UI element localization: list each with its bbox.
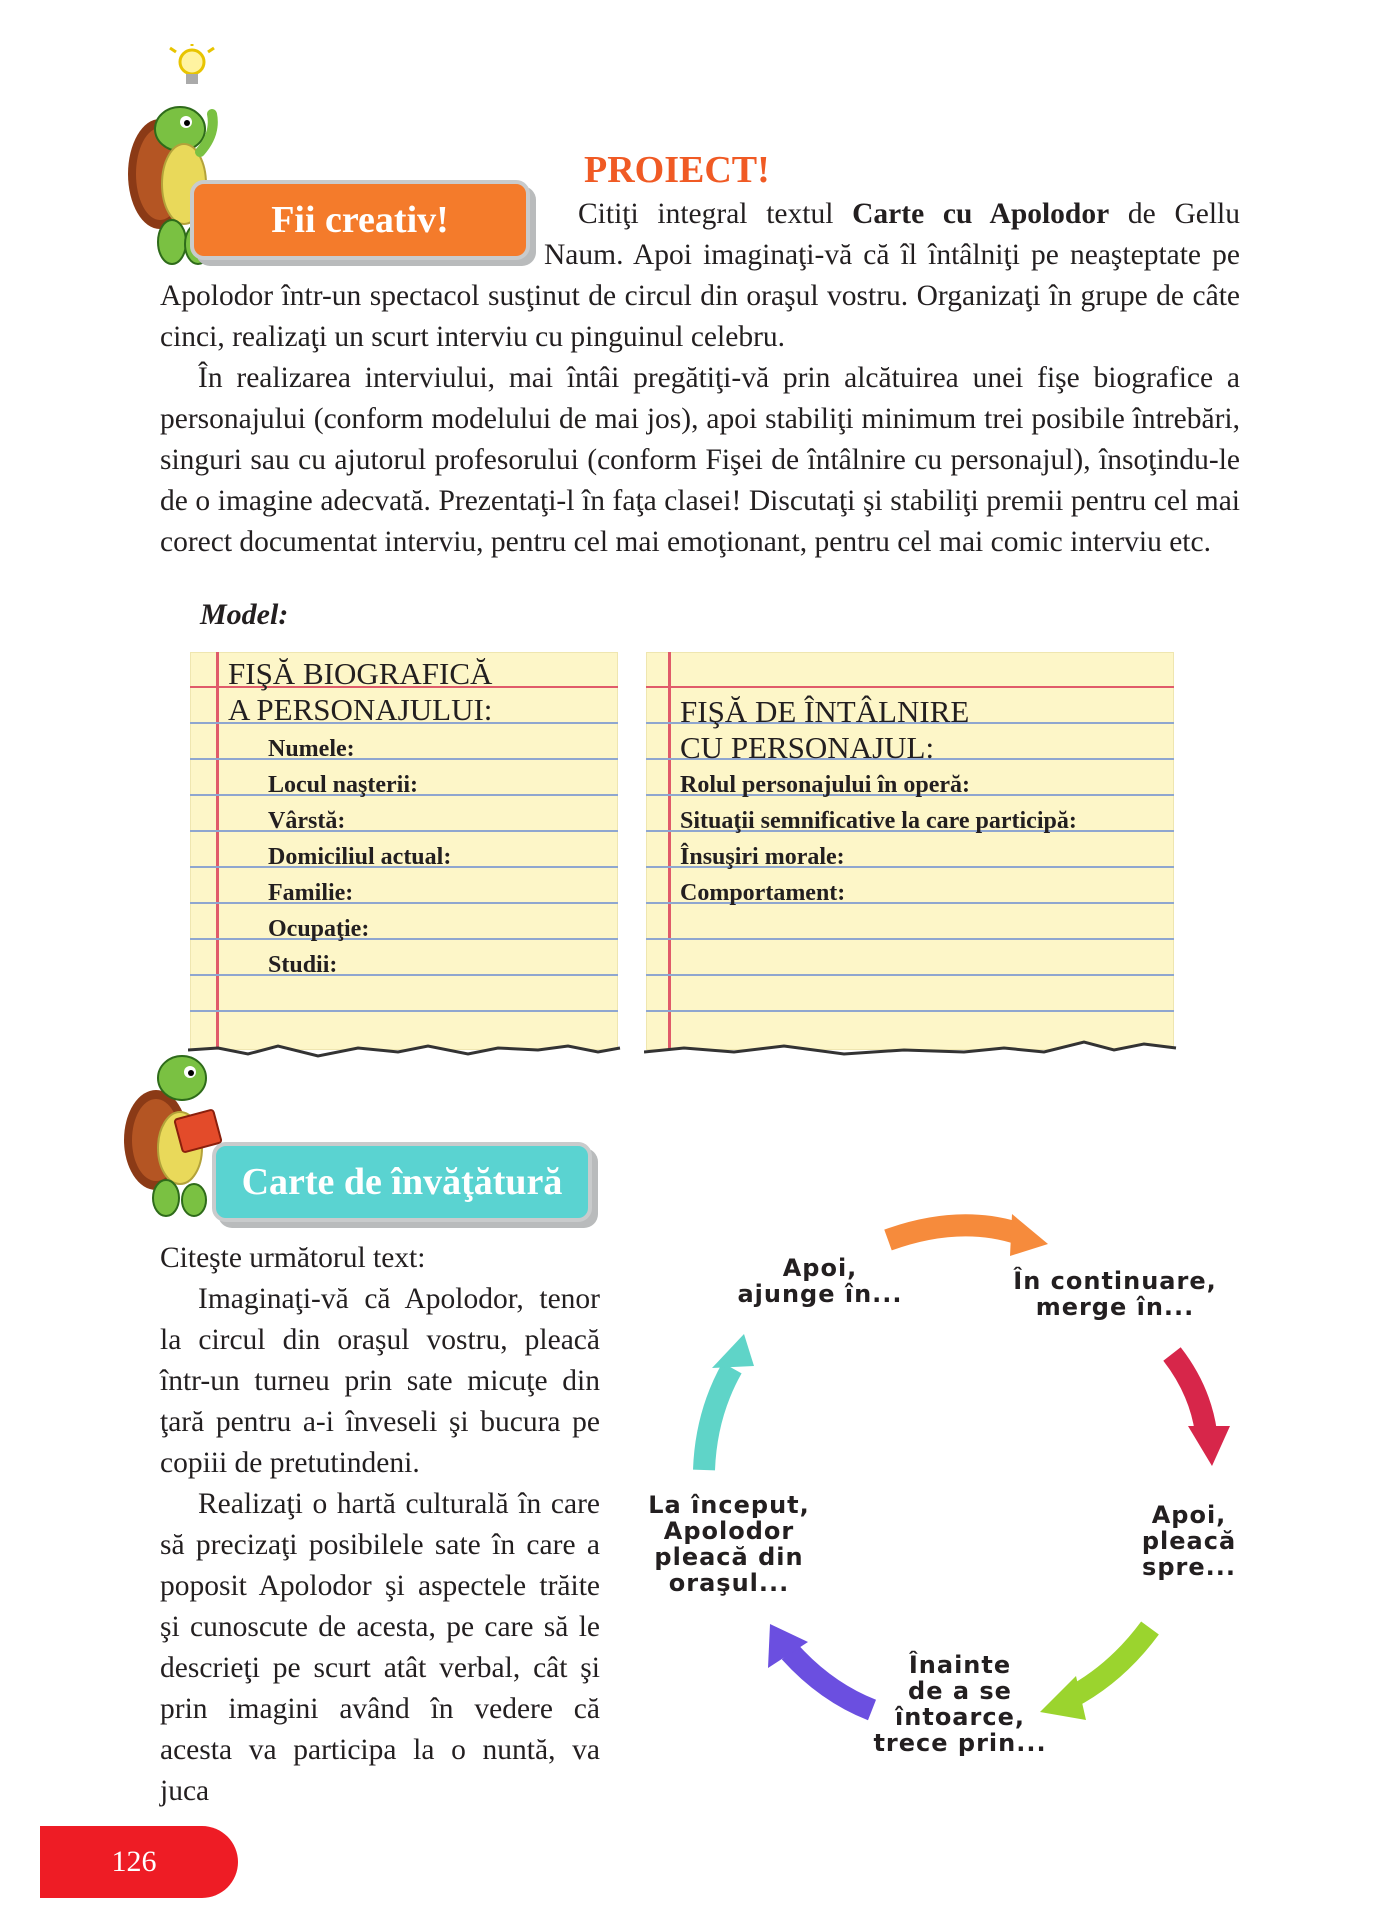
torn-edge-left — [188, 1030, 622, 1060]
float-spacer — [160, 194, 544, 276]
cycle-label-apoi-ajunge — [720, 1255, 920, 1307]
fii-creativ-badge: Fii creativ! — [190, 180, 530, 260]
field-rolul: Rolul personajului în operă: — [680, 772, 971, 798]
card-right-title-2: CU PERSONAJUL: — [680, 730, 935, 765]
cycle-text: La început, — [648, 1491, 810, 1519]
cycle-text: oraşul... — [668, 1569, 790, 1597]
cycle-text: trece prin... — [873, 1729, 1047, 1757]
field-varsta: Vârstă: — [268, 808, 346, 834]
biographical-card — [190, 652, 618, 1050]
project-paragraph-1 — [160, 194, 1240, 358]
cycle-text: Apoi, — [782, 1254, 858, 1282]
field-comportament: Comportament: — [680, 880, 846, 906]
field-situatii: Situaţii semnificative la care participă: — [680, 808, 1077, 834]
cycle-text: pleacă — [1141, 1527, 1237, 1555]
cycle-text: Înainte — [908, 1651, 1012, 1679]
card-left-title-1: FIŞĂ BIOGRAFICĂ — [228, 656, 493, 691]
p2-text: În realizarea interviului, mai întâi pregătiţi-vă prin alcătuirea unei fişe biografice a personajului (conform modelului de mai jos), apoi stabiliţi minimum trei posibile întrebări, singuri sau cu ajutorul profesorului (conform Fişei de întâlnire cu personajul), însoţindu-le de o imagine adecvată. Prezentaţi-l în faţa clasei! Discutaţi şi stabiliţi premii pentru cel mai corect documentat interviu, pentru cel mai emoţionant, pentru cel mai comic interviu etc. — [160, 362, 1240, 558]
arrow-green — [1070, 1628, 1150, 1698]
cycle-text: spre... — [1142, 1553, 1236, 1581]
card-right-title-1: FIŞĂ DE ÎNTÂLNIRE — [680, 694, 970, 729]
p1-text-cont: de Gellu Naum. Apoi imaginaţi-vă că îl întâlniţi pe neaşteptate pe Apolodor într-un spectacol susţinut de circul din oraşul vostru. Organizaţi în grupe de câte cinci, realizaţi un scurt interviu cu pinguinul celebru. — [160, 198, 1241, 353]
field-domiciliul: Domiciliul actual: — [268, 844, 452, 870]
cycle-text: întoarce, — [895, 1703, 1025, 1731]
torn-edge-right — [644, 1030, 1178, 1060]
cycle-text: ajunge în... — [737, 1280, 903, 1308]
project-title: PROIECT! — [584, 149, 770, 191]
cycle-text: merge în... — [1035, 1293, 1195, 1321]
project-paragraph-2 — [160, 358, 1240, 563]
cycle-text: Apolodor — [663, 1517, 795, 1545]
arrow-red — [1172, 1354, 1206, 1432]
field-studii: Studii: — [268, 952, 338, 978]
cycle-label-la-inceput — [644, 1492, 814, 1596]
intro-line: Citeşte următorul text: — [160, 1242, 426, 1274]
field-ocupatie: Ocupaţie: — [268, 916, 370, 942]
arrow-purple — [790, 1652, 872, 1710]
cycle-text: Apoi, — [1151, 1501, 1227, 1529]
field-familie: Familie: — [268, 880, 354, 906]
section2-paragraph-2: Realizaţi o hartă culturală în care să precizaţi posibilele sate în care a poposit Apolodor şi aspectele trăite şi cunoscute de acesta, pe care să le descrieţi pe scurt atât verbal, cât şi prin imagini având în vedere că acesta va participa la o nuntă, va juca — [160, 1488, 600, 1807]
arrow-orange — [888, 1225, 1020, 1240]
field-locul-nasterii: Locul naşterii: — [268, 772, 418, 798]
field-insusiri: Însuşiri morale: — [680, 844, 845, 870]
meeting-card — [646, 652, 1174, 1050]
p1-text: Citiţi integral textul — [578, 198, 853, 230]
cycle-label-inainte — [870, 1652, 1050, 1756]
field-numele: Numele: — [268, 736, 355, 762]
cycle-text: pleacă din — [654, 1543, 804, 1571]
cycle-label-in-continuare — [1000, 1268, 1230, 1320]
cycle-label-apoi-pleaca — [1124, 1502, 1254, 1580]
cycle-text: de a se — [908, 1677, 1012, 1705]
arrow-teal — [704, 1368, 732, 1470]
model-label: Model: — [200, 598, 289, 631]
carte-invatatura-badge: Carte de învăţătură — [212, 1142, 592, 1222]
cycle-text: În continuare, — [1013, 1267, 1217, 1295]
page-number: 126 — [40, 1826, 238, 1898]
section2-paragraph-1: Imaginaţi-vă că Apolodor, tenor la circul din oraşul vostru, pleacă într-un turneu prin sate micuţe din ţară pentru a-i înveseli şi bucura pe copiii de pretutindeni. — [160, 1283, 600, 1479]
book-title: Carte cu Apolodor — [852, 198, 1110, 230]
card-left-title-2: A PERSONAJULUI: — [228, 692, 493, 727]
